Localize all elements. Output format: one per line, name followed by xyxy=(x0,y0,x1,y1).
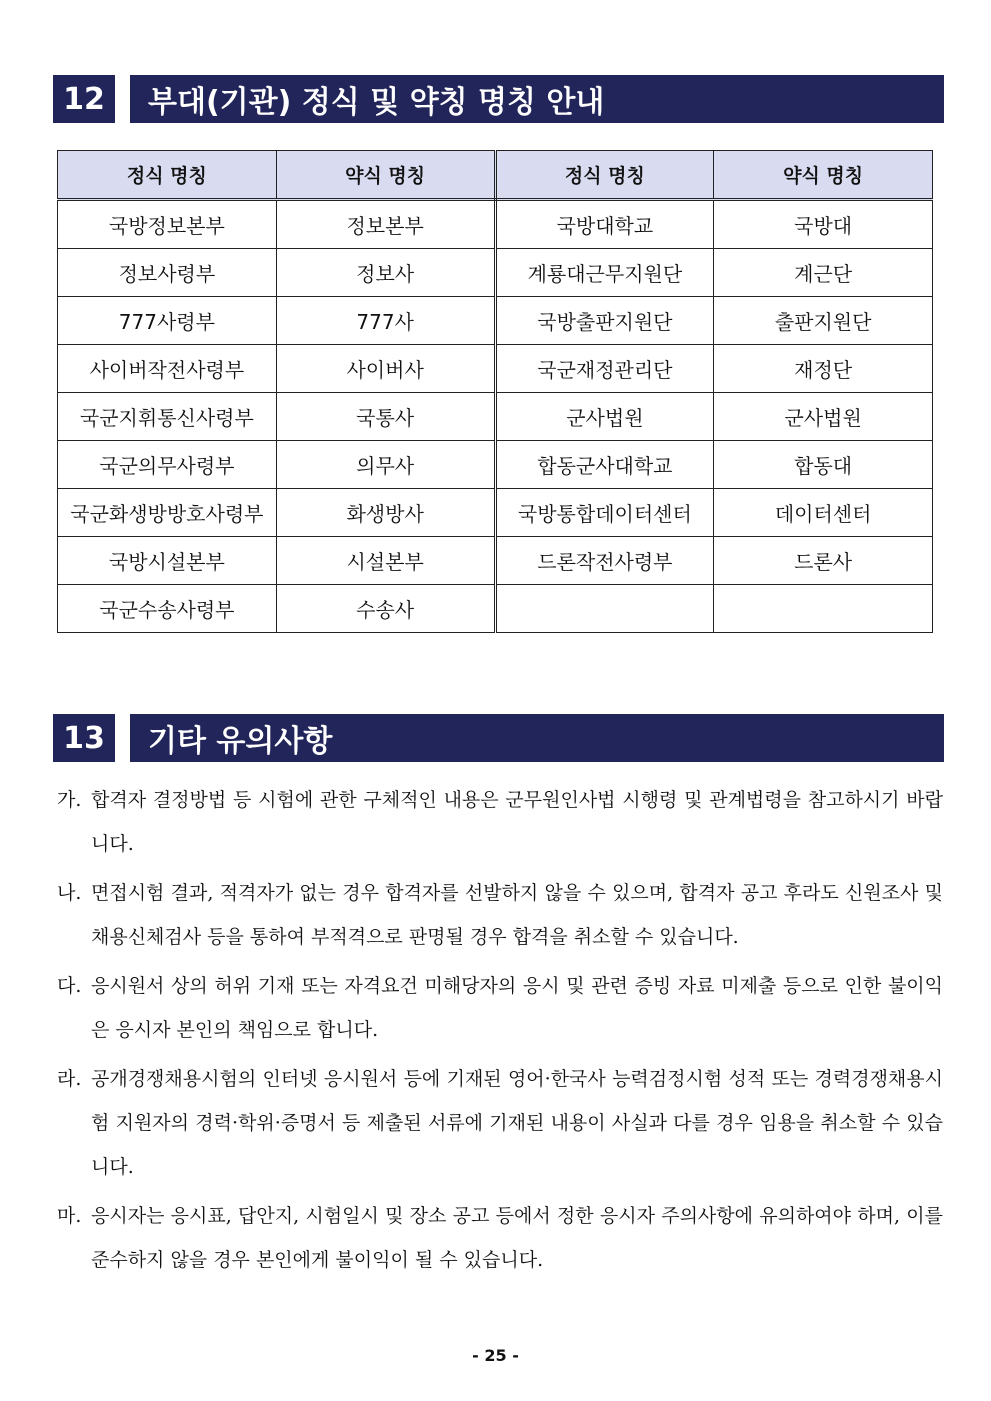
note-text: 응시자는 응시표, 답안지, 시험일시 및 장소 공고 등에서 정한 응시자 주의사항에 유의하여야 하며, 이를 준수하지 않을 경우 본인에게 불이익이 될 수 있습니다. xyxy=(91,1205,943,1271)
official-name-cell: 국방대학교 xyxy=(495,200,714,249)
header-short-name-right: 약식 명칭 xyxy=(714,151,933,200)
short-name-cell: 군사법원 xyxy=(714,393,933,441)
short-name-cell: 시설본부 xyxy=(276,537,495,585)
short-name-cell: 수송사 xyxy=(276,585,495,633)
table-row xyxy=(58,393,933,441)
official-name-cell: 계룡대근무지원단 xyxy=(495,249,714,297)
note-item xyxy=(57,778,943,866)
official-name-cell: 군사법원 xyxy=(495,393,714,441)
section-13-number: 13 xyxy=(53,714,115,762)
short-name-cell: 정보사 xyxy=(276,249,495,297)
note-text: 면접시험 결과, 적격자가 없는 경우 합격자를 선발하지 않을 수 있으며, 합격자 공고 후라도 신원조사 및 채용신체검사 등을 통하여 부적격으로 판명될 경우 합격을 취소할 수 있습니다. xyxy=(91,882,943,948)
short-name-cell xyxy=(714,585,933,633)
short-name-cell: 드론사 xyxy=(714,537,933,585)
official-name-cell: 합동군사대학교 xyxy=(495,441,714,489)
official-name-cell: 사이버작전사령부 xyxy=(58,345,277,393)
note-item xyxy=(57,871,943,959)
short-name-cell: 정보본부 xyxy=(276,200,495,249)
section-13-header xyxy=(53,714,944,762)
section-12-title: 부대(기관) 정식 및 약칭 명칭 안내 xyxy=(130,75,944,123)
short-name-cell: 데이터센터 xyxy=(714,489,933,537)
header-short-name-left: 약식 명칭 xyxy=(276,151,495,200)
table-body xyxy=(58,200,933,633)
page-number: - 25 - xyxy=(472,1346,519,1365)
official-name-cell: 국군수송사령부 xyxy=(58,585,277,633)
section-12-number: 12 xyxy=(53,75,115,123)
table-row xyxy=(58,489,933,537)
unit-names-table xyxy=(57,150,933,633)
note-item xyxy=(57,964,943,1052)
short-name-cell: 의무사 xyxy=(276,441,495,489)
table-row xyxy=(58,585,933,633)
note-marker: 다. xyxy=(57,975,82,997)
section-13-title: 기타 유의사항 xyxy=(130,714,944,762)
short-name-cell: 계근단 xyxy=(714,249,933,297)
table-row xyxy=(58,345,933,393)
table-row xyxy=(58,297,933,345)
note-marker: 나. xyxy=(57,882,82,904)
official-name-cell: 777사령부 xyxy=(58,297,277,345)
table-row xyxy=(58,441,933,489)
short-name-cell: 777사 xyxy=(276,297,495,345)
official-name-cell: 국군의무사령부 xyxy=(58,441,277,489)
table-row xyxy=(58,200,933,249)
table-header-row xyxy=(58,151,933,200)
note-item xyxy=(57,1194,943,1282)
short-name-cell: 사이버사 xyxy=(276,345,495,393)
note-marker: 라. xyxy=(57,1068,82,1090)
official-name-cell: 정보사령부 xyxy=(58,249,277,297)
official-name-cell: 국방시설본부 xyxy=(58,537,277,585)
official-name-cell: 국군지휘통신사령부 xyxy=(58,393,277,441)
official-name-cell xyxy=(495,585,714,633)
official-name-cell: 국군재정관리단 xyxy=(495,345,714,393)
note-marker: 마. xyxy=(57,1205,82,1227)
table-row xyxy=(58,249,933,297)
section-12-header xyxy=(53,75,944,123)
official-name-cell: 국방통합데이터센터 xyxy=(495,489,714,537)
official-name-cell: 국방정보본부 xyxy=(58,200,277,249)
short-name-cell: 화생방사 xyxy=(276,489,495,537)
note-text: 응시원서 상의 허위 기재 또는 자격요건 미해당자의 응시 및 관련 증빙 자료 미제출 등으로 인한 불이익은 응시자 본인의 책임으로 합니다. xyxy=(91,975,943,1041)
note-text: 합격자 결정방법 등 시험에 관한 구체적인 내용은 군무원인사법 시행령 및 관계법령을 참고하시기 바랍니다. xyxy=(91,789,943,855)
header-official-name-right: 정식 명칭 xyxy=(495,151,714,200)
short-name-cell: 국통사 xyxy=(276,393,495,441)
header-official-name-left: 정식 명칭 xyxy=(58,151,277,200)
table-row xyxy=(58,537,933,585)
short-name-cell: 국방대 xyxy=(714,200,933,249)
note-text: 공개경쟁채용시험의 인터넷 응시원서 등에 기재된 영어·한국사 능력검정시험 성적 또는 경력경쟁채용시험 지원자의 경력·학위·증명서 등 제출된 서류에 기재된 내용이 사실과 다를 경우 임용을 취소할 수 있습니다. xyxy=(91,1068,943,1178)
short-name-cell: 출판지원단 xyxy=(714,297,933,345)
official-name-cell: 국방출판지원단 xyxy=(495,297,714,345)
note-item xyxy=(57,1057,943,1189)
note-marker: 가. xyxy=(57,789,82,811)
notes-list xyxy=(57,778,943,1287)
short-name-cell: 합동대 xyxy=(714,441,933,489)
official-name-cell: 드론작전사령부 xyxy=(495,537,714,585)
short-name-cell: 재정단 xyxy=(714,345,933,393)
official-name-cell: 국군화생방방호사령부 xyxy=(58,489,277,537)
